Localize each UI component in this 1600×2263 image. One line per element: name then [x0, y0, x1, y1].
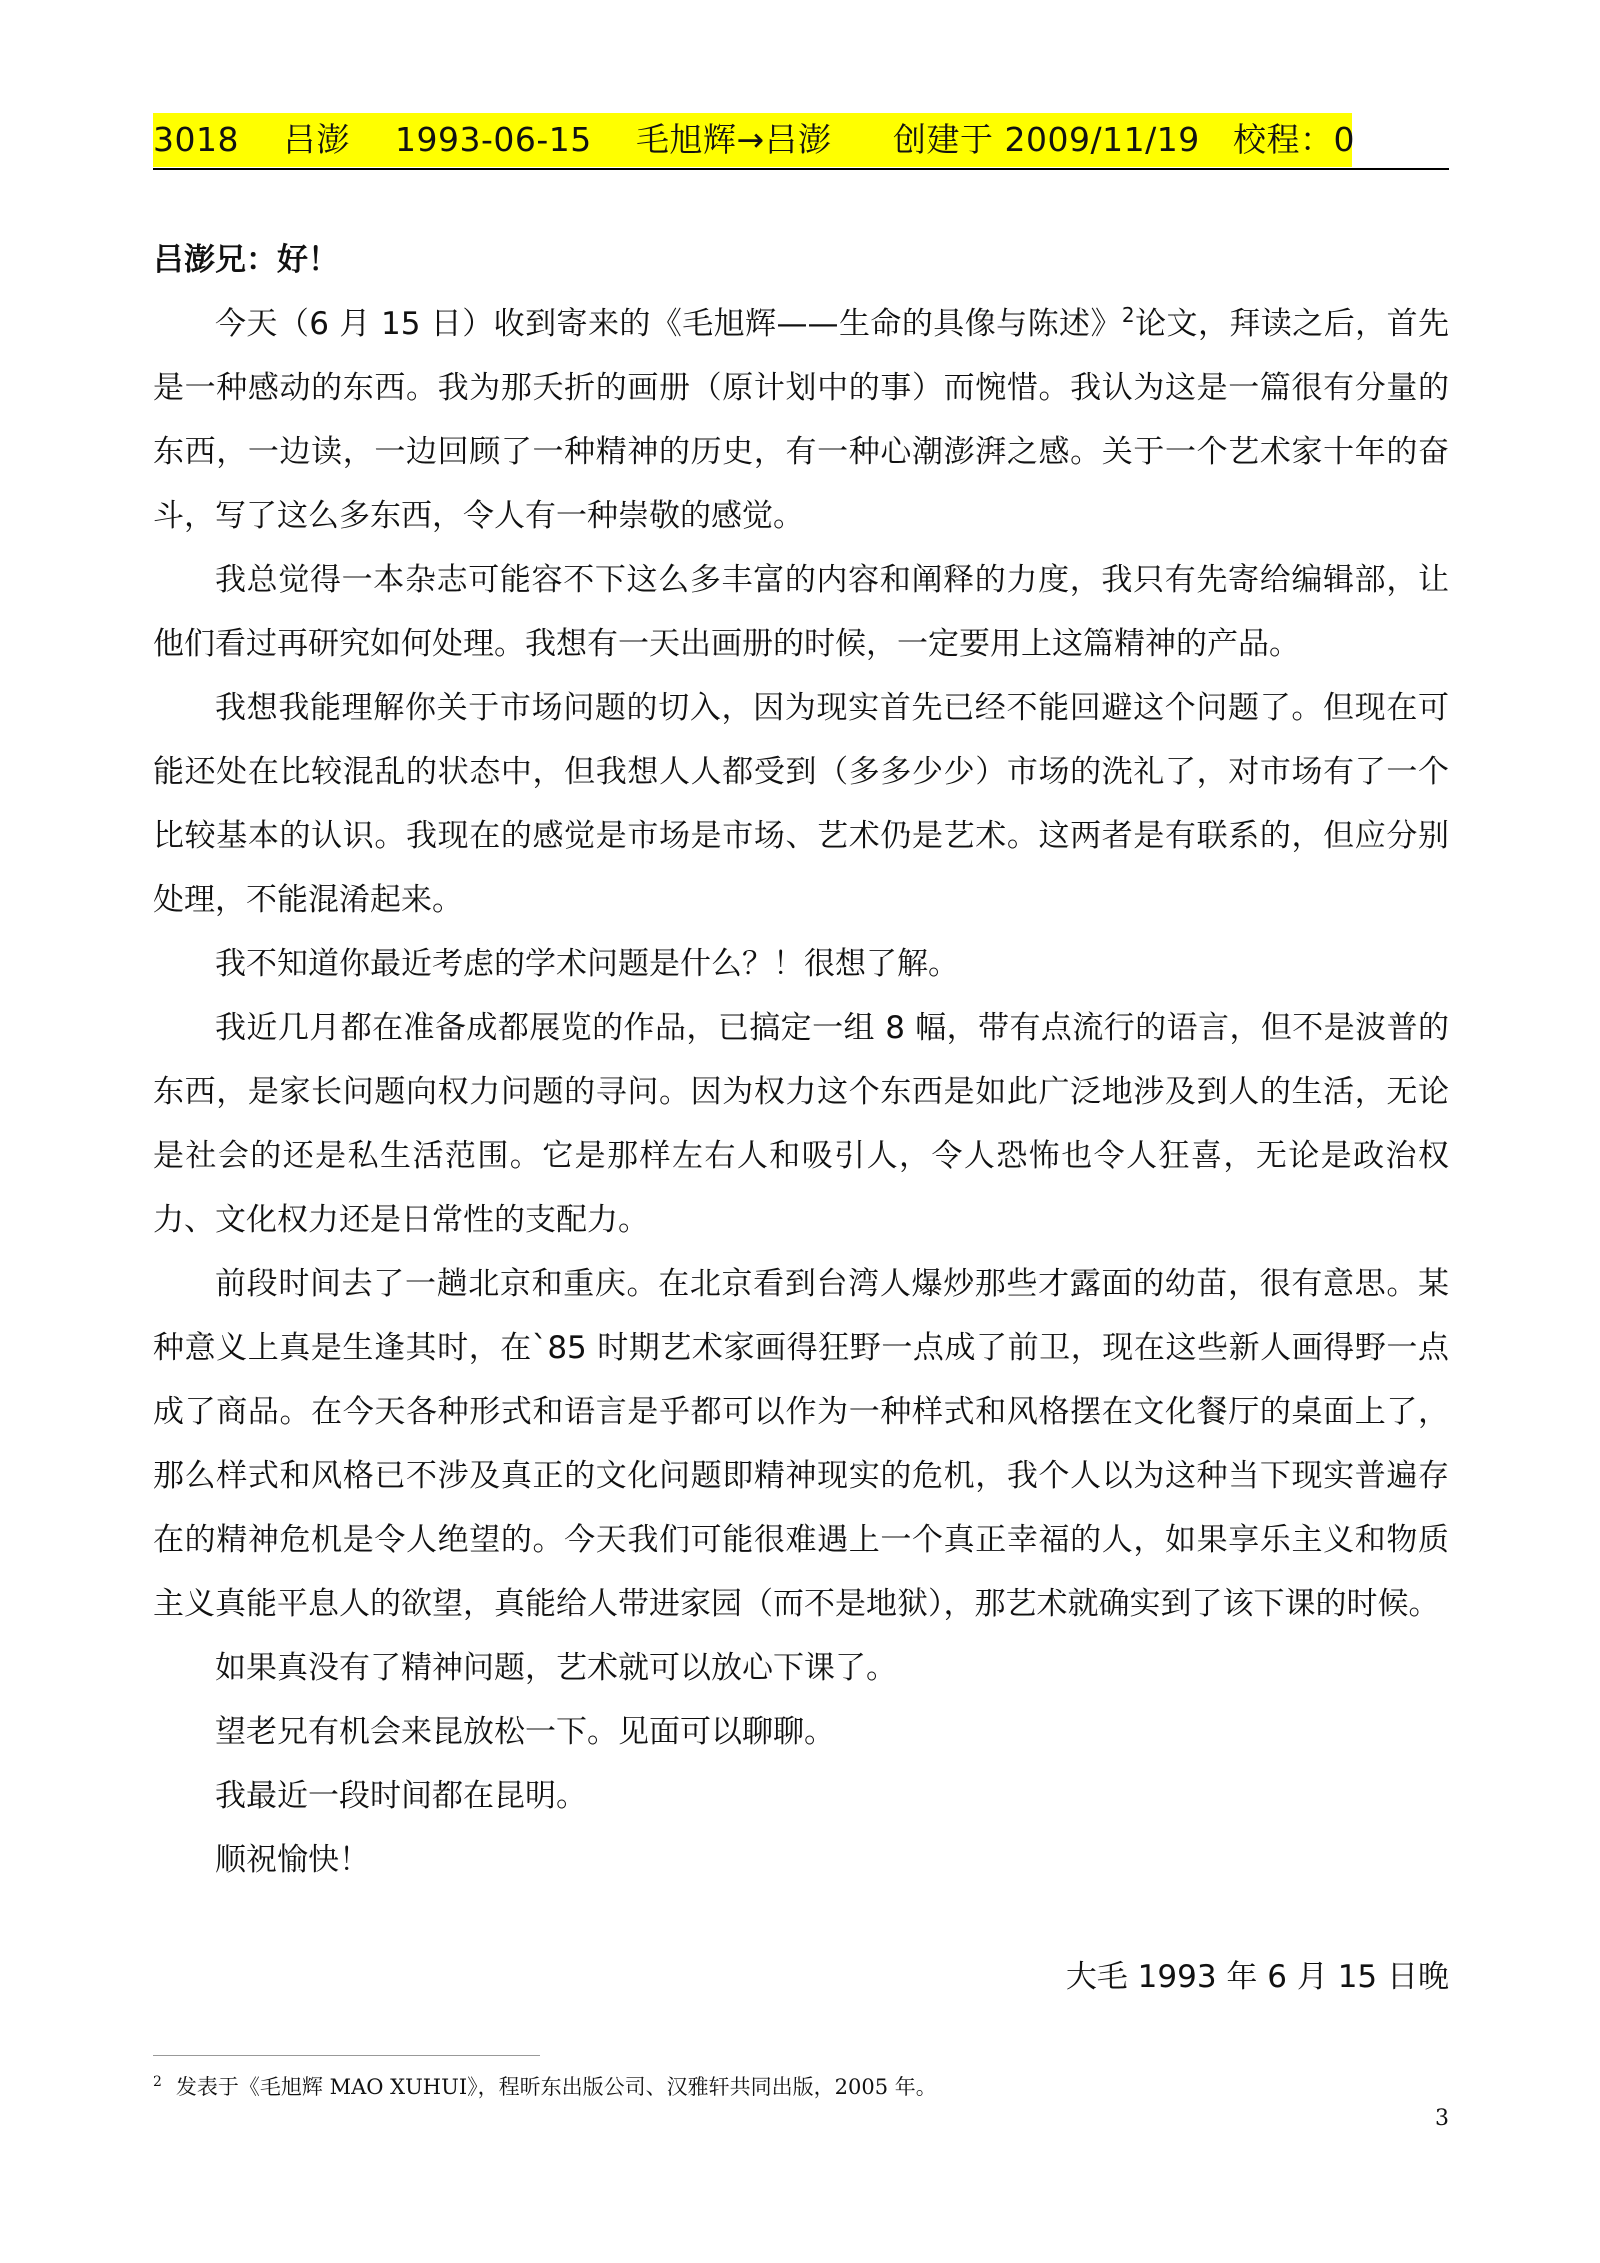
paragraph-2: 我总觉得一本杂志可能容不下这么多丰富的内容和阐释的力度，我只有先寄给编辑部，让他们看过再研究如何处理。我想有一天出画册的时候，一定要用上这篇精神的产品。 — [153, 562, 1449, 662]
paragraph-7: 如果真没有了精神问题，艺术就可以放心下课了。 — [215, 1650, 897, 1686]
header-id: 3018 — [153, 120, 239, 159]
paragraph-3: 我想我能理解你关于市场问题的切入，因为现实首先已经不能回避这个问题了。但现在可能还处在比较混乱的状态中，但我想人人都受到（多多少少）市场的洗礼了，对市场有了一个比较基本的认识。我现在的感觉是市场是市场、艺术仍是艺术。这两者是有联系的，但应分别处理，不能混淆起来。 — [153, 690, 1449, 918]
paragraph-9: 我最近一段时间都在昆明。 — [215, 1778, 587, 1814]
paragraph-10: 顺祝愉快！ — [215, 1842, 370, 1878]
footnote-number: 2 — [153, 2074, 162, 2090]
paragraph-4: 我不知道你最近考虑的学术问题是什么？！很想了解。 — [215, 946, 959, 982]
paragraph-6: 前段时间去了一趟北京和重庆。在北京看到台湾人爆炒那些才露面的幼苗，很有意思。某种意义上真是生逢其时，在`85 时期艺术家画得狂野一点成了前卫，现在这些新人画得野一点成了商品。在今天各种形式和语言是乎都可以作为一种样式和风格摆在文化餐厅的桌面上了，那么样式和风格已不涉及真正的文化问题即精神现实的危机，我个人以为这种当下现实普遍存在的精神危机是令人绝望的。今天我们可能很难遇上一个真正幸福的人，如果享乐主义和物质主义真能平息人的欲望，真能给人带进家园（而不是地狱），那艺术就确实到了该下课的时候。 — [153, 1266, 1449, 1622]
signature: 大毛 1993 年 6 月 15 日晚 — [1065, 1959, 1449, 1995]
footnote-ref: 2 — [1121, 303, 1135, 327]
paragraph-5: 我近几月都在准备成都展览的作品，已搞定一组 8 幅，带有点流行的语言，但不是波普的东西，是家长问题向权力问题的寻问。因为权力这个东西是如此广泛地涉及到人的生活，无论是社会的还是私生活范围。它是那样左右人和吸引人，令人恐怖也令人狂喜，无论是政治权力、文化权力还是日常性的支配力。 — [153, 1010, 1449, 1238]
footnote — [153, 2072, 937, 2102]
header-date: 1993-06-15 — [395, 120, 592, 159]
salutation: 吕澎兄：好！ — [153, 242, 339, 278]
footnote-divider — [153, 2055, 540, 2056]
header-name: 吕澎 — [283, 120, 350, 159]
paragraph-1-text: 今天（6 月 15 日）收到寄来的《毛旭辉——生命的具像与陈述》 — [215, 306, 1122, 342]
page-number: 3 — [1435, 2106, 1449, 2131]
header-divider — [153, 168, 1449, 170]
header-created: 创建于 2009/11/19 — [893, 120, 1200, 159]
letter-body — [153, 292, 1449, 1892]
paragraph-1-text-after: 论文，拜读之后，首先是一种感动的东西。我为那夭折的画册（原计划中的事）而惋惜。我认为这是一篇很有分量的东西，一边读，一边回顾了一种精神的历史，有一种心潮澎湃之感。关于一个艺术家十年的奋斗，写了这么多东西，令人有一种崇敬的感觉。 — [153, 306, 1450, 534]
paragraph-1 — [153, 292, 1449, 548]
header-proof: 校程：0 — [1233, 120, 1355, 159]
document-header — [153, 113, 1355, 167]
paragraph-8: 望老兄有机会来昆放松一下。见面可以聊聊。 — [215, 1714, 835, 1750]
header-direction: 毛旭辉→吕澎 — [636, 120, 832, 159]
footnote-text: 发表于《毛旭辉 MAO XUHUI》，程昕东出版公司、汉雅轩共同出版，2005 年。 — [175, 2075, 937, 2099]
